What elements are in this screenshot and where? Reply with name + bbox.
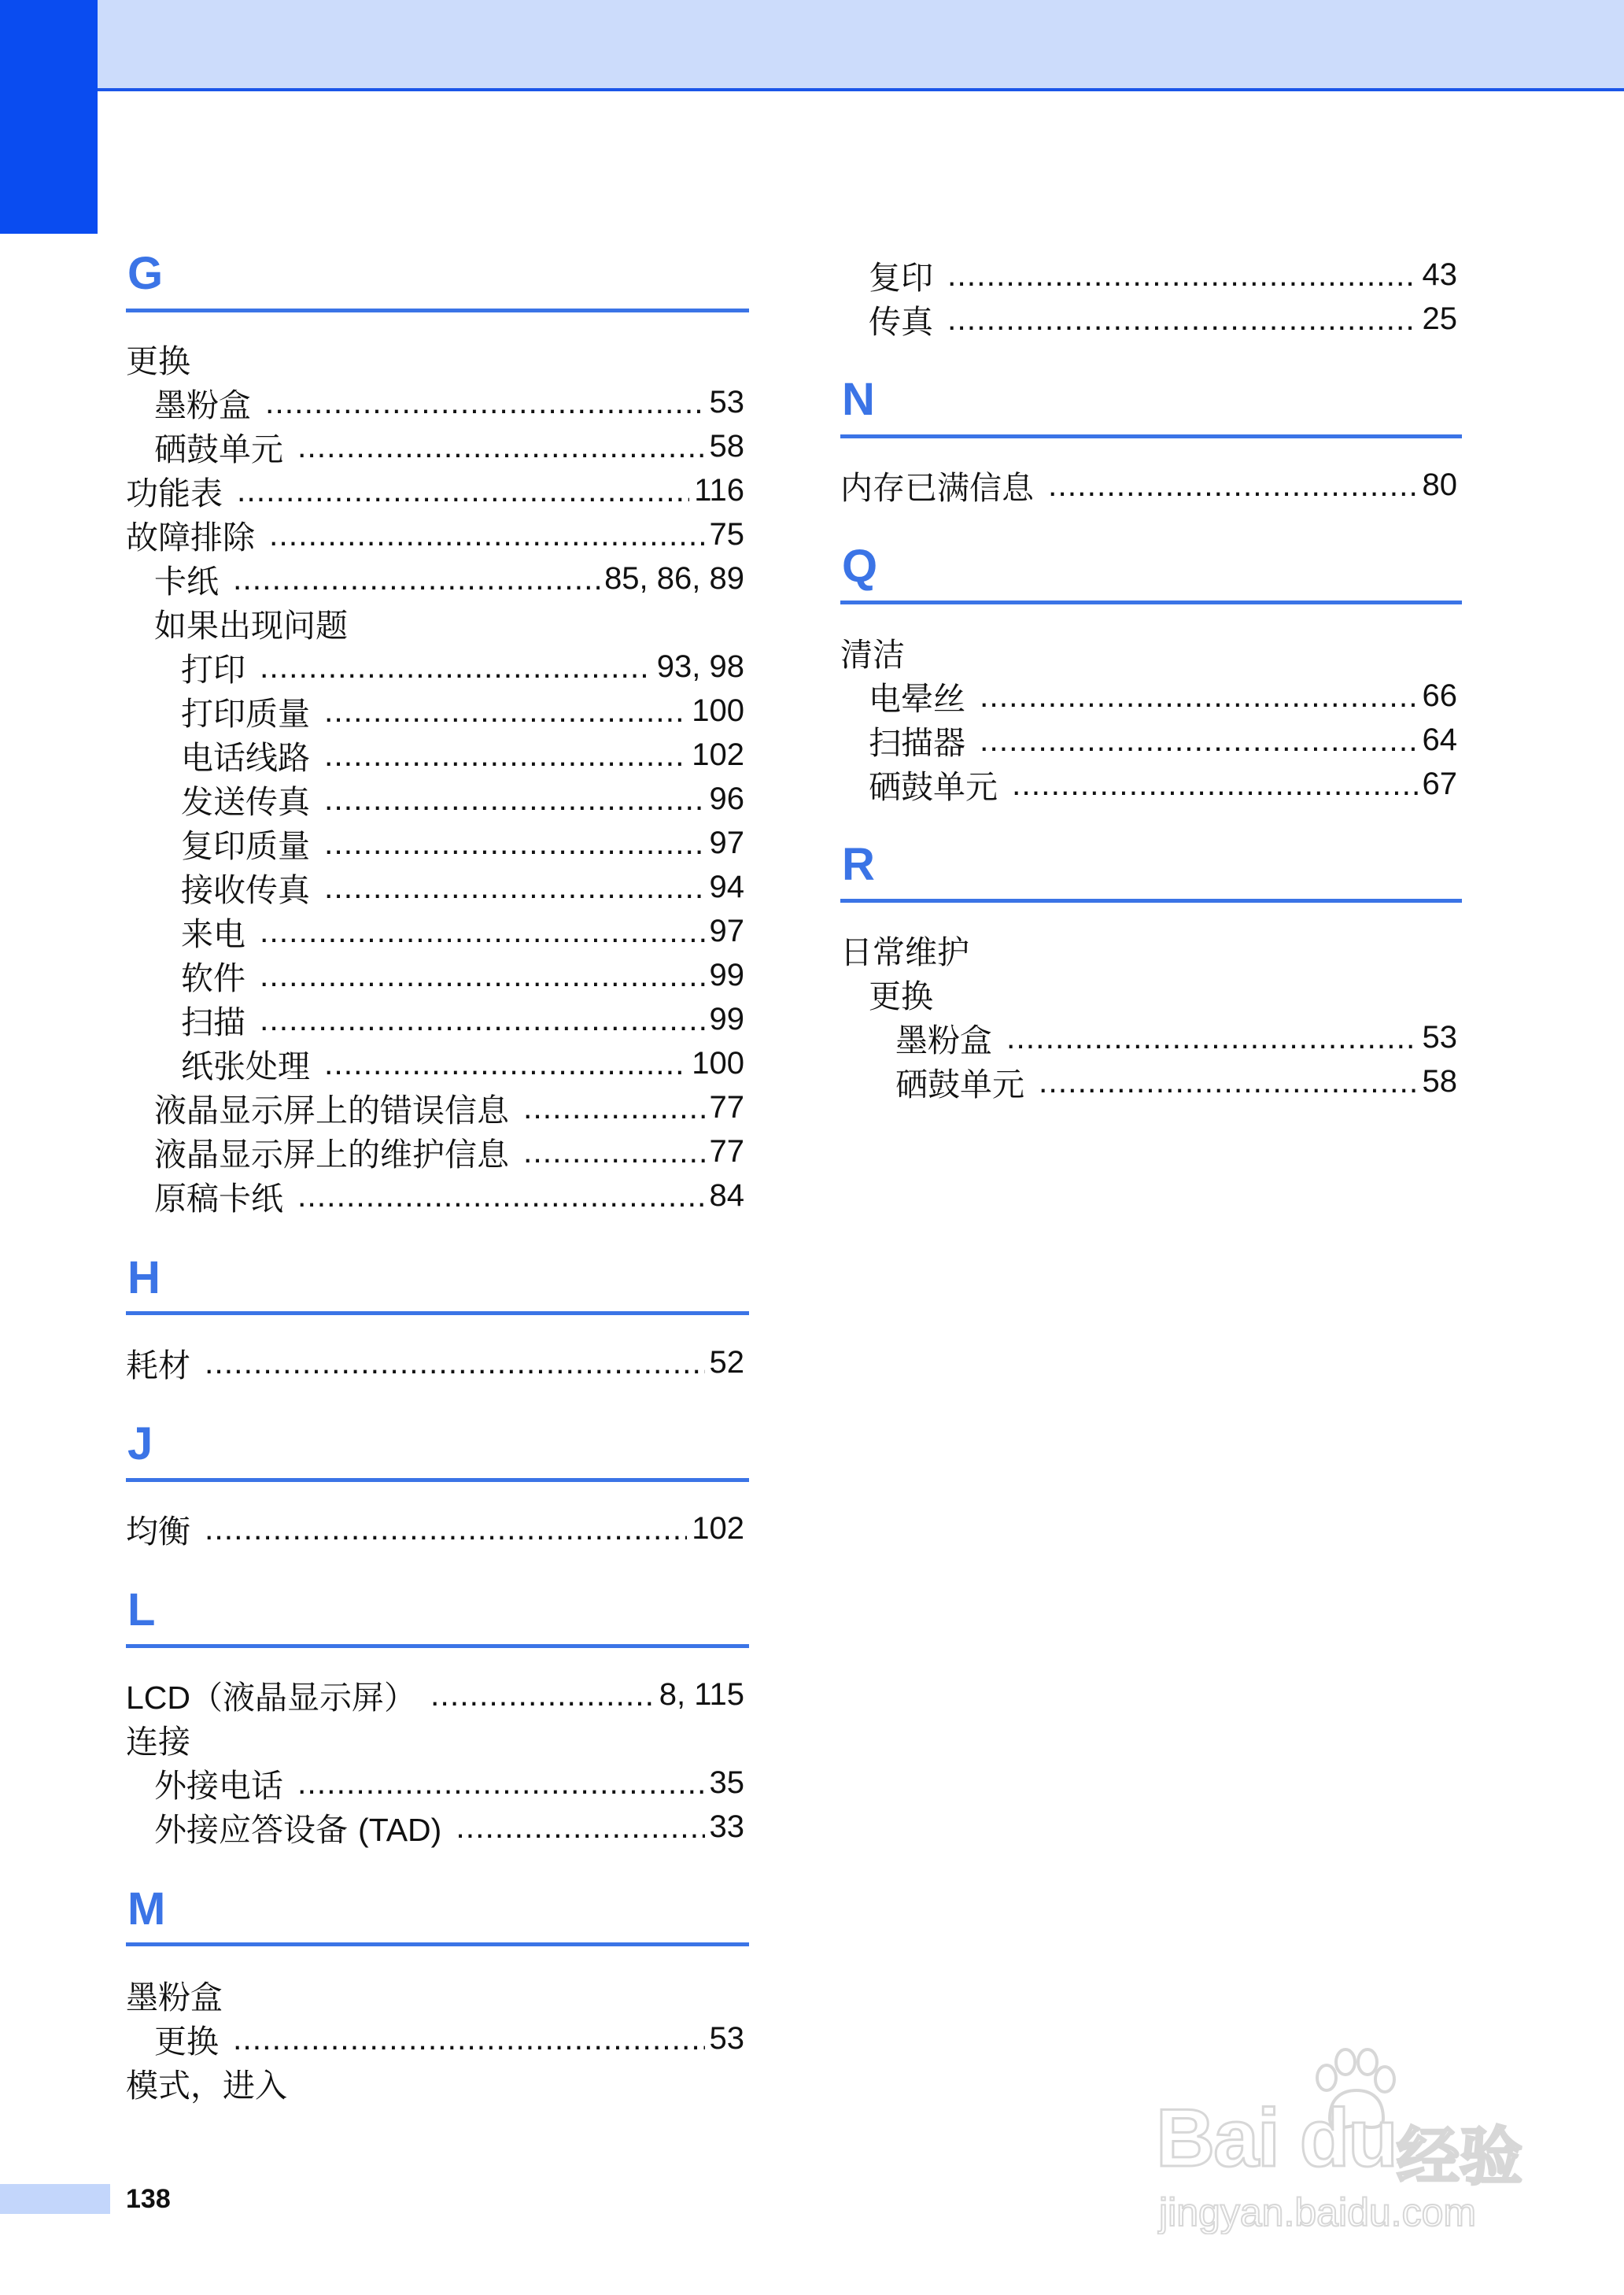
entry-term: 电话线路 [181, 738, 310, 777]
dot-leader [947, 301, 1418, 338]
dot-leader [430, 1676, 655, 1713]
index-entry [126, 997, 749, 1041]
index-entry [840, 674, 1462, 718]
dot-leader [456, 1809, 704, 1846]
section-rule-n [840, 434, 1462, 438]
dot-leader [260, 649, 652, 686]
entry-pages: 25 [1422, 301, 1457, 336]
entry-term: 更换 [869, 977, 933, 1015]
section-rule-j [126, 1478, 749, 1482]
index-entry [126, 1805, 749, 1849]
entry-pages: 99 [709, 957, 744, 992]
entry-term: 连接 [126, 1722, 190, 1761]
entry-term [126, 1672, 416, 1718]
dot-leader [233, 2020, 705, 2057]
entry-term: 功能表 [126, 474, 223, 512]
entry-pages: 58 [1422, 1063, 1457, 1099]
index-entry [126, 733, 749, 777]
dot-leader [324, 737, 687, 774]
entry-pages: 97 [709, 913, 744, 948]
entry-term: 墨粉盒 [895, 1021, 992, 1059]
watermark-url: jingyan.baidu.com [1159, 2190, 1477, 2234]
entry-term: 纸张处理 [181, 1047, 310, 1085]
dot-leader [260, 957, 705, 994]
dot-leader [1039, 1063, 1418, 1100]
index-entry [126, 1129, 749, 1173]
entry-term: 如果出现问题 [154, 606, 348, 645]
entry-term: 打印质量 [181, 694, 310, 733]
page-number: 138 [126, 2184, 171, 2214]
entry-pages: 93, 98 [656, 649, 744, 684]
index-entry [126, 556, 749, 601]
entry-term-latin: (TAD) [358, 1811, 442, 1848]
entry-pages: 53 [709, 384, 744, 419]
index-entry [126, 2060, 749, 2105]
entry-pages: 53 [709, 2020, 744, 2056]
watermark-brand-cn: 经验 [1397, 2120, 1522, 2193]
dot-leader [297, 428, 705, 465]
index-entry [126, 1761, 749, 1805]
entry-term: 硒鼓单元 [869, 767, 998, 806]
dot-leader [297, 1765, 705, 1802]
entry-pages: 77 [709, 1133, 744, 1169]
dot-leader [237, 472, 689, 509]
entry-term: 耗材 [126, 1346, 190, 1384]
index-entry [126, 1340, 749, 1384]
dot-leader [260, 913, 705, 950]
entry-pages: 53 [1422, 1019, 1457, 1055]
entry-pages: 67 [1422, 766, 1457, 801]
dot-leader [1012, 766, 1418, 803]
index-entry [840, 297, 1462, 341]
entry-term [154, 1804, 441, 1850]
section-rule-r [840, 899, 1462, 903]
index-entry [126, 1717, 749, 1761]
section-rule-h [126, 1311, 749, 1315]
dot-leader [205, 1510, 687, 1547]
entry-pages: 100 [692, 1045, 744, 1081]
index-entry [840, 463, 1462, 507]
index-entry [840, 630, 1462, 674]
index-entry [840, 253, 1462, 297]
entry-term: 模式，进入 [126, 2066, 287, 2105]
watermark-brand: Bai du [1156, 2093, 1397, 2184]
entry-term: 打印 [181, 650, 245, 689]
entry-term: 发送传真 [181, 782, 310, 821]
entry-pages: 35 [709, 1765, 744, 1800]
footer-bar [0, 2184, 110, 2214]
entry-pages: 80 [1422, 467, 1457, 502]
index-entry [126, 1672, 749, 1717]
header-rule [98, 88, 1624, 91]
section-letter-n: N [842, 374, 875, 425]
dot-leader [269, 516, 705, 553]
entry-term: 接收传真 [181, 870, 310, 909]
entry-pages: 84 [709, 1177, 744, 1213]
entry-term: 均衡 [126, 1512, 190, 1550]
entry-term: 清洁 [840, 635, 905, 674]
entry-term: 来电 [181, 915, 245, 953]
entry-pages: 116 [694, 472, 744, 508]
entry-term-cjk: 外接应答设备 [154, 1810, 348, 1849]
entry-pages: 52 [709, 1344, 744, 1380]
index-entry [126, 821, 749, 865]
section-rule-l [126, 1644, 749, 1648]
index-entry [126, 689, 749, 733]
dot-leader [324, 693, 687, 730]
entry-term: 故障排除 [126, 518, 255, 556]
index-entry [126, 1972, 749, 2016]
entry-pages: 97 [709, 825, 744, 860]
entry-term-cjk: （液晶显示屏） [190, 1678, 417, 1717]
section-letter-l: L [127, 1584, 156, 1635]
index-entry [840, 1015, 1462, 1059]
index-entry [840, 927, 1462, 971]
entry-term: 复印 [869, 258, 933, 297]
entry-term: 墨粉盒 [126, 1978, 223, 2016]
entry-pages: 96 [709, 781, 744, 816]
entry-pages: 100 [692, 693, 744, 728]
entry-term: 墨粉盒 [154, 386, 251, 424]
dot-leader [523, 1089, 705, 1126]
index-entry [126, 380, 749, 424]
header-band [98, 0, 1624, 88]
dot-leader [947, 257, 1418, 294]
index-entry [126, 1506, 749, 1550]
index-entry [840, 971, 1462, 1015]
chapter-tab [0, 0, 98, 234]
entry-pages: 77 [709, 1089, 744, 1125]
entry-pages: 8, 115 [659, 1676, 744, 1712]
entry-term: 原稿卡纸 [154, 1179, 283, 1218]
entry-pages: 94 [709, 869, 744, 904]
index-entry [126, 1173, 749, 1218]
index-entry [840, 718, 1462, 762]
index-entry [126, 512, 749, 556]
index-entry [126, 777, 749, 821]
index-entry [126, 865, 749, 909]
section-letter-h: H [127, 1252, 161, 1303]
dot-leader [980, 722, 1418, 759]
section-rule-m [126, 1942, 749, 1946]
entry-term: 软件 [181, 959, 245, 997]
index-entry [126, 424, 749, 468]
entry-term: 扫描 [181, 1003, 245, 1041]
entry-term: 传真 [869, 302, 933, 341]
section-rule-g [126, 309, 749, 312]
dot-leader [260, 1001, 705, 1038]
index-entry [126, 645, 749, 689]
entry-term: 日常维护 [840, 933, 969, 971]
section-letter-g: G [127, 248, 164, 299]
entry-pages: 66 [1422, 678, 1457, 713]
dot-leader [297, 1177, 705, 1214]
entry-term: 硒鼓单元 [154, 430, 283, 468]
baidu-jingyan-watermark [1145, 2046, 1554, 2235]
entry-pages: 99 [709, 1001, 744, 1037]
entry-pages: 85, 86, 89 [604, 560, 744, 596]
entry-pages: 58 [709, 428, 744, 464]
index-entry [126, 1041, 749, 1085]
entry-pages: 102 [692, 737, 744, 772]
entry-pages: 33 [709, 1809, 744, 1844]
entry-term: 扫描器 [869, 723, 965, 762]
index-entry [126, 953, 749, 997]
index-entry [126, 2016, 749, 2060]
section-letter-m: M [127, 1883, 166, 1935]
entry-term: 液晶显示屏上的维护信息 [154, 1135, 509, 1173]
section-rule-q [840, 601, 1462, 604]
entry-term: 电晕丝 [869, 679, 965, 718]
entry-pages: 43 [1422, 257, 1457, 292]
dot-leader [324, 781, 705, 818]
section-letter-r: R [842, 839, 875, 890]
entry-term-latin: LCD [126, 1679, 191, 1716]
entry-pages: 64 [1422, 722, 1457, 757]
index-entry [126, 1085, 749, 1129]
index-entry [126, 468, 749, 512]
dot-leader [233, 560, 600, 597]
entry-term: 液晶显示屏上的错误信息 [154, 1091, 509, 1129]
entry-term: 外接电话 [154, 1766, 283, 1805]
index-entry [840, 762, 1462, 806]
entry-term: 卡纸 [154, 562, 219, 601]
entry-term: 硒鼓单元 [895, 1065, 1024, 1103]
dot-leader [205, 1344, 705, 1381]
dot-leader [523, 1133, 705, 1170]
dot-leader [1006, 1019, 1418, 1056]
dot-leader [265, 384, 705, 421]
section-letter-q: Q [842, 541, 878, 592]
dot-leader [980, 678, 1418, 715]
entry-pages: 102 [692, 1510, 744, 1546]
index-entry [126, 336, 749, 380]
entry-term: 内存已满信息 [840, 468, 1034, 507]
section-letter-j: J [127, 1418, 153, 1469]
entry-pages: 75 [709, 516, 744, 552]
entry-term: 更换 [126, 342, 190, 380]
dot-leader [324, 825, 705, 862]
index-entry [126, 601, 749, 645]
dot-leader [1048, 467, 1418, 504]
dot-leader [324, 869, 705, 906]
dot-leader [324, 1045, 687, 1082]
index-entry [840, 1059, 1462, 1103]
entry-term: 复印质量 [181, 826, 310, 865]
index-entry [126, 909, 749, 953]
entry-term: 更换 [154, 2022, 219, 2060]
